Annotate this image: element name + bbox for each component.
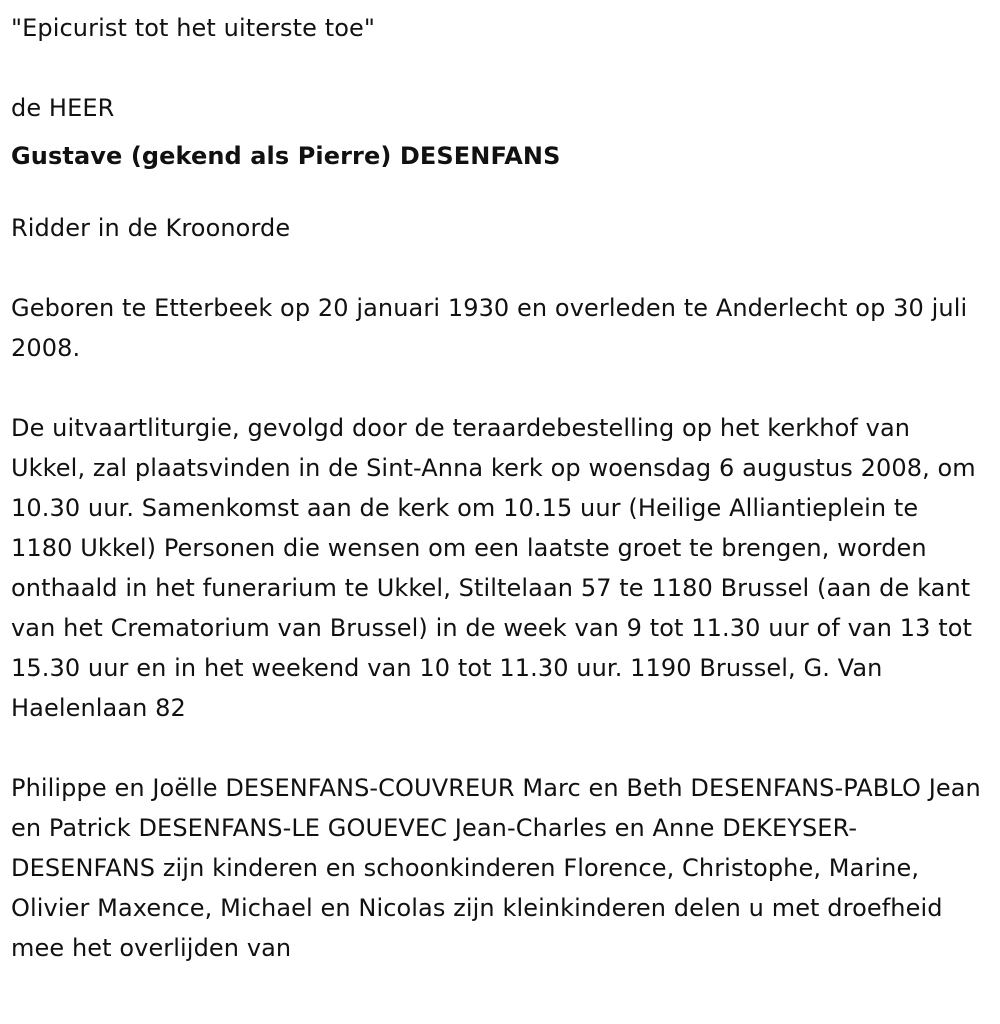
honorific: de HEER [11, 94, 115, 122]
title: Ridder in de Kroonorde [11, 214, 291, 242]
family-paragraph: Philippe en Joëlle DESENFANS-COUVREUR Marc en Beth DESENFANS-PABLO Jean en Patrick DESENFANS-LE GOUEVEC Jean-Charles en Anne DEKEYSER-DESENFANS zijn kinderen en schoonkinderen Florence, Christophe, Marine, Olivier Maxence, Michael en Nicolas zijn kleinkinderen delen u met droefheid mee het overlijden van [11, 774, 989, 962]
birth-death-paragraph: Geboren te Etterbeek op 20 januari 1930 en overleden te Anderlecht op 30 juli 2008. [11, 294, 975, 362]
spacer [11, 248, 981, 288]
obituary-notice [11, 8, 989, 968]
spacer [11, 48, 981, 88]
deceased-name: Gustave (gekend als Pierre) DESENFANS [11, 142, 561, 170]
spacer [11, 728, 981, 768]
spacer [11, 176, 981, 208]
spacer [11, 368, 981, 408]
motto: "Epicurist tot het uiterste toe" [11, 14, 376, 42]
funeral-paragraph: De uitvaartliturgie, gevolgd door de teraardebestelling op het kerkhof van Ukkel, zal plaatsvinden in de Sint-Anna kerk op woensdag 6 augustus 2008, om 10.30 uur. Samenkomst aan de kerk om 10.15 uur (Heilige Alliantieplein te 1180 Ukkel) Personen die wensen om een laatste groet te brengen, worden onthaald in het funerarium te Ukkel, Stiltelaan 57 te 1180 Brussel (aan de kant van het Crematorium van Brussel) in de week van 9 tot 11.30 uur of van 13 tot 15.30 uur en in het weekend van 10 tot 11.30 uur. 1190 Brussel, G. Van Haelenlaan 82 [11, 414, 984, 722]
